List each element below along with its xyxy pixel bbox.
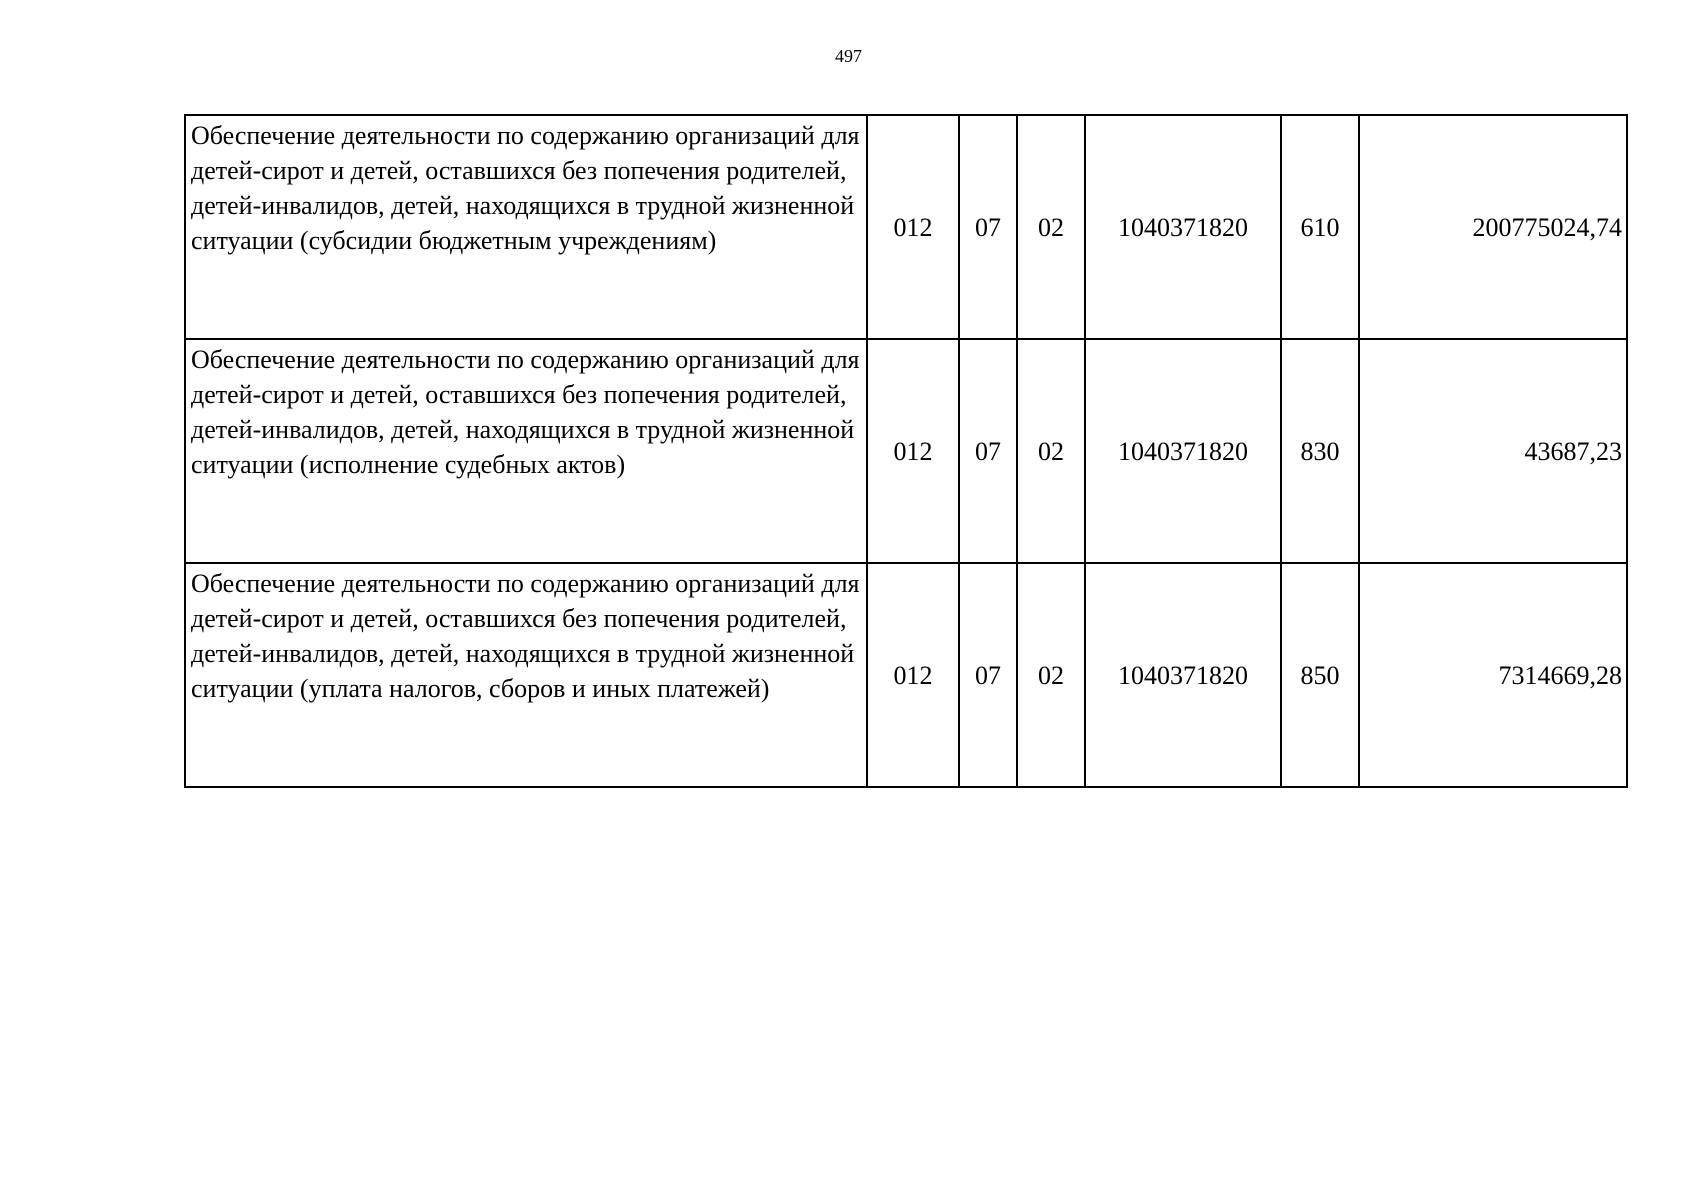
target-article-code: 1040371820 <box>1085 339 1281 563</box>
ministry-code: 012 <box>867 339 959 563</box>
section-code: 07 <box>959 115 1017 339</box>
ministry-code: 012 <box>867 115 959 339</box>
section-code: 07 <box>959 339 1017 563</box>
expense-type-code: 830 <box>1281 339 1359 563</box>
subsection-code: 02 <box>1017 339 1085 563</box>
row-description: Обеспечение деятельности по содержанию организаций для детей-сирот и детей, оставшихся без попечения родителей, детей-инвалидов, детей, находящихся в трудной жизненной ситуации (уплата налогов, сборов и иных платежей) <box>185 563 867 787</box>
amount: 43687,23 <box>1359 339 1627 563</box>
section-code: 07 <box>959 563 1017 787</box>
target-article-code: 1040371820 <box>1085 115 1281 339</box>
table-row <box>185 563 1627 787</box>
expense-type-code: 610 <box>1281 115 1359 339</box>
subsection-code: 02 <box>1017 563 1085 787</box>
target-article-code: 1040371820 <box>1085 563 1281 787</box>
row-description: Обеспечение деятельности по содержанию организаций для детей-сирот и детей, оставшихся без попечения родителей, детей-инвалидов, детей, находящихся в трудной жизненной ситуации (исполнение судебных актов) <box>185 339 867 563</box>
subsection-code: 02 <box>1017 115 1085 339</box>
amount: 7314669,28 <box>1359 563 1627 787</box>
amount: 200775024,74 <box>1359 115 1627 339</box>
ministry-code: 012 <box>867 563 959 787</box>
page-number: 497 <box>835 46 862 66</box>
row-description: Обеспечение деятельности по содержанию организаций для детей-сирот и детей, оставшихся без попечения родителей, детей-инвалидов, детей, находящихся в трудной жизненной ситуации (субсидии бюджетным учреждениям) <box>185 115 867 339</box>
table-row <box>185 115 1627 339</box>
table-row <box>185 339 1627 563</box>
expense-type-code: 850 <box>1281 563 1359 787</box>
budget-table <box>184 114 1628 788</box>
